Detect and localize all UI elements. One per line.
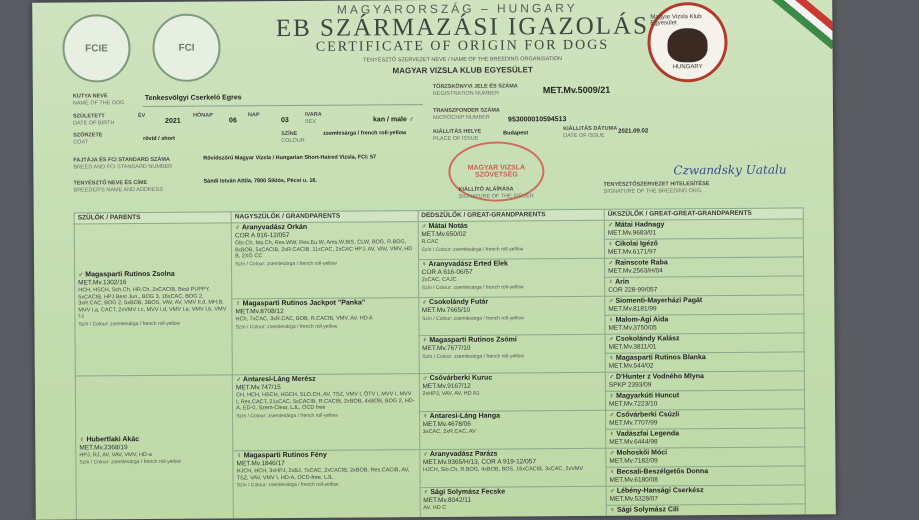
- parent-titles: HPJ, RJ, AV, VAV, VMV, HD-a: [79, 451, 152, 459]
- pedigree-table: [74, 207, 806, 519]
- parent-cell-sire: [74, 223, 232, 376]
- ggg-reg: MET.Mv.6180/08: [609, 476, 658, 484]
- header-grandparents: NAGYSZÜLŐK / GRANDPARENTS: [231, 211, 418, 223]
- great-grandparent-cell: [419, 334, 606, 373]
- year-value: 2021: [165, 117, 181, 125]
- header-parents: SZÜLŐK / PARENTS: [74, 212, 231, 224]
- parent-cell-dam: [75, 375, 233, 520]
- grandparent-colour: Szín / Colour: zsemlesárga / french roll-yellow: [235, 323, 338, 330]
- ggg-reg: COR 228-99/057: [608, 286, 658, 294]
- ggg-name: ♀ Arin: [608, 278, 630, 286]
- gg-name: ♂ Csővárberki Kuruc: [422, 374, 493, 383]
- grandparent-cell: [231, 222, 418, 299]
- grandparent-cell: [232, 298, 419, 375]
- grandparent-cell: [233, 450, 420, 520]
- divider: [143, 104, 423, 107]
- ggg-name: ♂ Mátai Hadnagy: [607, 221, 665, 229]
- ggg-name: ♂ Lébény-Hansági Cserkész: [609, 487, 704, 495]
- grandparent-reg: MET.Mv.8708/12: [235, 308, 284, 316]
- parent-colour: Szín / Colour: zsemlesárga / french roll-yellow: [78, 320, 181, 328]
- gg-reg: MET.Mv.650/02: [421, 230, 467, 239]
- ggg-cell: [606, 504, 805, 520]
- gg-titles: 3xCAC, 2xR.CAC, AV: [422, 428, 476, 436]
- ggg-reg: MET.Mv.2563/H/04: [608, 267, 663, 275]
- grandparent-name: ♀ Magasparti Rutinos Fény: [236, 451, 327, 460]
- gg-name: ♀ Antaresi-Láng Hanga: [422, 412, 501, 421]
- org-label: TENYÉSZTŐ SZERVEZET NEVE / NAME OF THE BREEDING ORGANISATION: [363, 56, 563, 64]
- month-value: 06: [229, 117, 237, 125]
- ggg-cell: [606, 428, 805, 448]
- org-name: MAGYAR VIZSLA KLUB EGYESÜLET: [392, 65, 533, 76]
- gg-reg: COR A 616-06/57: [421, 268, 473, 277]
- ggg-cell: [605, 314, 804, 334]
- gg-colour: Szín / Colour: zsemlesárga / french roll-yellow: [421, 283, 524, 291]
- club-logo-text: Magyar Vizsla Klub Egyesület: [650, 14, 702, 27]
- date-label: KIÁLLITÁS DÁTUMA DATE OF ISSUE: [563, 125, 618, 140]
- ggg-name: ♀ Vadászfai Legenda: [609, 430, 680, 438]
- ggg-reg: MET.Mv.6444/98: [609, 438, 658, 446]
- breeder-value: Sándi István Attila, 7800 Siklós, Pécsi u. 16.: [203, 177, 317, 185]
- place-label: KIÁLLITÁS HELYE PLACE OF ISSUE: [433, 128, 482, 143]
- grandparent-titles: HJCH, HCH, 3xHPJ, 2xBJ, 7xCAC, 2xCACIB, 2xBOB, Res.CACIB, AV, TSZ, VAV, VMV I, HD-A, OCD-free, LJL: [236, 467, 410, 481]
- dog-name-value: Tenkesvölgyi Cserkeló Egres: [144, 94, 242, 103]
- ggg-reg: MET.Mv.7182/09: [609, 457, 658, 465]
- breed-label: FAJTÁJA ÉS FCI STANDARD SZÁMA BREED AND FCI STANDARD NUMBER: [73, 156, 173, 171]
- ggg-reg: MET.Mv.5328/07: [609, 495, 658, 503]
- certificate-document: [32, 0, 836, 520]
- parent-reg: MET.Mv.2368/19: [79, 443, 128, 452]
- grandparent-colour: Szín / Colour: zsemlesárga / french roll-yellow: [235, 260, 337, 267]
- grandparent-titles: CH, HCH, HSCH, HGCH, SLO.CH, AV, TSZ, VMV I, ÖTV I, MVV I, MVV I, Res.CACT, 21xCAC, 5xCACIB, R.CACIB, 2xBOB, 4xBOB, BOG 2, HD-A, ED-0, Szem-Clear, LJL, OCD free: [236, 391, 415, 412]
- breed-value: Rövidszőrű Magyar Vizsla / Hungarian Short-Haired Vizsla, FCI: 57: [203, 154, 377, 162]
- header-great-great-grandparents: ÜKSZÜLŐK / GREAT-GREAT-GRANDPARENTS: [604, 208, 803, 220]
- grandparent-name: ♀ Magasparti Rutinos Jackpot "Panka": [235, 299, 366, 308]
- gg-name: ♀ Aranyvadász Erted Elek: [421, 260, 508, 269]
- chip-value: 953000010594513: [508, 116, 567, 124]
- grandparent-cell: [232, 374, 419, 451]
- page-title: EB SZÁRMAZÁSI IGAZOLÁS: [275, 12, 650, 43]
- month-label: HÓNAP: [192, 112, 213, 119]
- great-grandparent-cell: [419, 448, 606, 487]
- day-label: NAP: [247, 112, 260, 119]
- grandparent-reg: MET.Mv.747/15: [235, 384, 281, 392]
- fci-seal-icon: [152, 13, 220, 81]
- grandparent-titles: HCh, 7xCAC, 3xR.CAC, BOB, R.CACIB, VMV, AV, HD A: [235, 315, 373, 323]
- gg-name: ♂ Csokolándy Futár: [421, 298, 489, 307]
- gg-colour: Szín / Colour: zsemlesárga / french roll-yellow: [422, 353, 524, 361]
- gg-reg: MET.Mv.8042/11: [423, 496, 472, 505]
- ggg-cell: [605, 333, 804, 353]
- breeder-signature: Czwandsky Uatalu: [673, 162, 787, 178]
- dog-head-icon: [667, 28, 707, 62]
- ggg-cell: [606, 447, 805, 467]
- gg-titles: HJCH, Slo.Ch, R.BOG, 4xBOB, BOS, 16xCACIB, 3xCAC, 2xVMV: [423, 465, 584, 474]
- fci-seal-text: FCI: [178, 42, 195, 54]
- place-value: Budapest: [503, 130, 529, 137]
- ggg-name: ♂ Csokolándy Kalász: [608, 335, 680, 343]
- grandparent-name: ♂ Antaresi-Láng Merész: [235, 375, 316, 384]
- ggg-name: ♀ Becsali-Beszélgetős Donna: [609, 468, 709, 476]
- ggg-reg: MET.Mv.3750/05: [608, 324, 657, 332]
- ggg-name: ♀ Malom-Agi Aida: [608, 316, 669, 324]
- parent-colour: Szín / Colour: zsemlesárga / french roll-yellow: [79, 459, 182, 466]
- parent-reg: MET.Mv.1302/16: [78, 279, 127, 287]
- breeder-label: TENYÉSZTŐ NEVE ÉS CÍME BREEDER'S NAME AND ADDRESS: [73, 180, 163, 194]
- colour-label: SZÍNE COLOUR: [281, 130, 305, 145]
- gg-reg: MET.Mv.9365/H/13, COR A 919-12/057: [422, 458, 536, 467]
- ggg-cell: [604, 238, 803, 258]
- header-great-grandparents: DEDSZÜLŐK / GREAT-GRANDPARENTS: [418, 209, 605, 221]
- grandparent-reg: MET.Mv.1846/17: [236, 460, 285, 468]
- gg-reg: MET.Mv.4678/06: [422, 420, 472, 429]
- grandparent-colour: Szín / Colour: zsemlesárga / french roll-yellow: [236, 412, 338, 419]
- gg-titles: R.CAC: [421, 238, 439, 246]
- official-stamp: MAGYAR VIZSLA SZÖVETSÉG: [448, 141, 544, 202]
- ggg-name: ♀ Cikolai Igéző: [607, 240, 658, 248]
- gg-titles: AV, HD C: [423, 504, 447, 512]
- ggg-name: ♂ Csővárberki Csúzli: [609, 411, 680, 419]
- gg-name: ♂ Aranyvadász Parázs: [422, 450, 498, 459]
- parent-name: ♂ Magasparti Rutinos Zsolna: [78, 271, 175, 279]
- born-label: SZÜLETETT DATE OF BIRTH: [72, 113, 115, 127]
- great-grandparent-cell: [420, 486, 607, 519]
- ggg-cell: [605, 295, 804, 315]
- ggg-cell: [606, 485, 805, 505]
- ggg-reg: MET.Mv.7707/99: [609, 419, 658, 427]
- gg-colour: Szín / Colour: zsemlesárga / french roll-yellow: [421, 245, 524, 253]
- gg-colour: Szín / Colour: zsemlesárga / french roll-yellow: [421, 315, 524, 323]
- parent-name: ♀ Hubertlaki Akác: [79, 435, 140, 444]
- great-grandparent-cell: [419, 372, 606, 411]
- ggg-reg: MET.Mv.3811/01: [608, 343, 657, 351]
- ggg-name: ♂ D'Hunter z Vodného Mlyna: [608, 373, 704, 381]
- issuer-signature-label: KIÁLLÍTÓ ALÁÍRÁSA SIGNATURE OF THE ISSUER: [458, 186, 534, 200]
- grandparent-colour: Szín / Colour: zsemlesárga / french roll-yellow: [236, 481, 339, 489]
- ggg-cell: [605, 371, 804, 391]
- dog-name-label: KUTYA NEVE NAME OF THE DOG: [72, 93, 125, 107]
- year-label: ÉV: [137, 113, 146, 120]
- ggg-cell: [604, 219, 803, 239]
- club-logo-country: HUNGARY: [672, 64, 703, 71]
- ggg-cell: [605, 352, 804, 372]
- ggg-name: ♂ Rainscote Raba: [607, 259, 668, 267]
- ggg-reg: MET.Mv.9683/01: [607, 229, 657, 237]
- hungarian-flag-ribbon: [739, 0, 836, 49]
- great-grandparent-cell: [418, 258, 605, 297]
- ggg-cell: [606, 466, 805, 486]
- ggg-name: ♂ Siomenti-Mayerházi Pagát: [608, 297, 703, 305]
- gg-name: ♀ Magasparti Rutinos Zsömi: [422, 336, 517, 345]
- ggg-reg: MET.Mv.6171/97: [607, 248, 657, 256]
- great-grandparent-cell: [418, 296, 605, 335]
- chip-label: TRANSZPONDER SZÁMA MICROCHIP NUMBER: [432, 107, 500, 122]
- gg-name: ♂ Mátai Notás: [421, 222, 468, 231]
- ggg-cell: [605, 276, 804, 296]
- ggg-cell: [606, 409, 805, 429]
- ggg-cell: [604, 257, 803, 277]
- gg-titles: 2xHPJ, VAV, AV, HD A1: [422, 390, 480, 398]
- colour-value: zsemlesárga / french roll-yellow: [323, 130, 407, 137]
- date-value: 2021.09.02: [618, 128, 649, 135]
- header-country: MAGYARORSZÁG – HUNGARY: [336, 0, 578, 17]
- gg-name: ♀ Sági Solymász Fecske: [423, 488, 506, 497]
- grandparent-titles: Gbr.Ch, Ma.Ch, Res.WW, Res.Eu.W, Ams.W.BIS, CLW, BOG, R.BOG, 8xBOB, 5xCACIB, 2xR.CACIB, 11xCAC, 2xCAC HPJ, AV, VAV, VMV, HD B, 2XG CC: [234, 239, 413, 260]
- sex-value: kan / male ♂: [373, 116, 415, 124]
- ggg-reg: SPKP 2393/09: [608, 381, 652, 389]
- parent-titles: HCH, HSCH, Sch.Ch, HR.Ch, 2xCACIB, Best PUPPY, 5xCACIB, HPJ Best Jun., BOG 3, 16xCAC, BOG 2, 3xR.CAC, BOG 2, 5xBOB, 3BOS, VAV, AV, VMV II.d, MH.B, MVV I.a, CACT, 2xVMV I.c, MVV I.d, VMV I.e, VMV I.b, VMV I.c: [78, 286, 227, 320]
- fcie-seal-text: FCIE: [85, 42, 108, 54]
- coat-value: rövid / short: [143, 135, 175, 143]
- ggg-name: ♀ Magyarkúti Huncut: [608, 392, 680, 400]
- gg-reg: MET.Mv.7665/10: [421, 306, 471, 315]
- ggg-name: ♂ Mohoskői Móci: [609, 449, 668, 457]
- ggg-reg: MET.Mv.544/02: [608, 362, 654, 370]
- ggg-cell: [605, 390, 804, 410]
- gg-reg: MET.Mv.9167/12: [422, 382, 471, 391]
- breeder-signature-label: TENYÉSZTŐSZERVEZET HITELESÍTÉSE SIGNATURE OF THE BREEDING ORG.: [603, 181, 710, 195]
- ggg-name: ♀ Sági Solymász Cili: [609, 506, 679, 514]
- ggg-reg: MET.Mv.8181/99: [608, 305, 657, 313]
- gg-titles: 2xCAC, CAJC: [421, 276, 457, 284]
- grandparent-reg: COR A 916-12/057: [234, 232, 290, 240]
- coat-label: SZŐRZETE COAT: [73, 132, 103, 146]
- gg-reg: MET.Mv.7677/10: [422, 344, 471, 353]
- sex-label: IVARA SEX: [304, 111, 322, 125]
- reg-label: TÖRZSKÖNYVI JELE ÉS SZÁMA REGISTRATION NUMBER: [432, 83, 518, 98]
- day-value: 03: [281, 117, 289, 125]
- ggg-name: ♀ Magasparti Rutinos Blanka: [608, 354, 706, 362]
- grandparent-name: ♂ Aranyvadász Orkán: [234, 223, 308, 232]
- ggg-reg: MET.Mv.7223/10: [608, 400, 658, 408]
- great-grandparent-cell: [419, 410, 606, 449]
- fcie-seal-icon: [62, 14, 130, 82]
- reg-value: MET.Mv.5009/21: [542, 84, 611, 96]
- page-subtitle: CERTIFICATE OF ORIGIN FOR DOGS: [315, 37, 610, 55]
- great-grandparent-cell: [418, 220, 605, 259]
